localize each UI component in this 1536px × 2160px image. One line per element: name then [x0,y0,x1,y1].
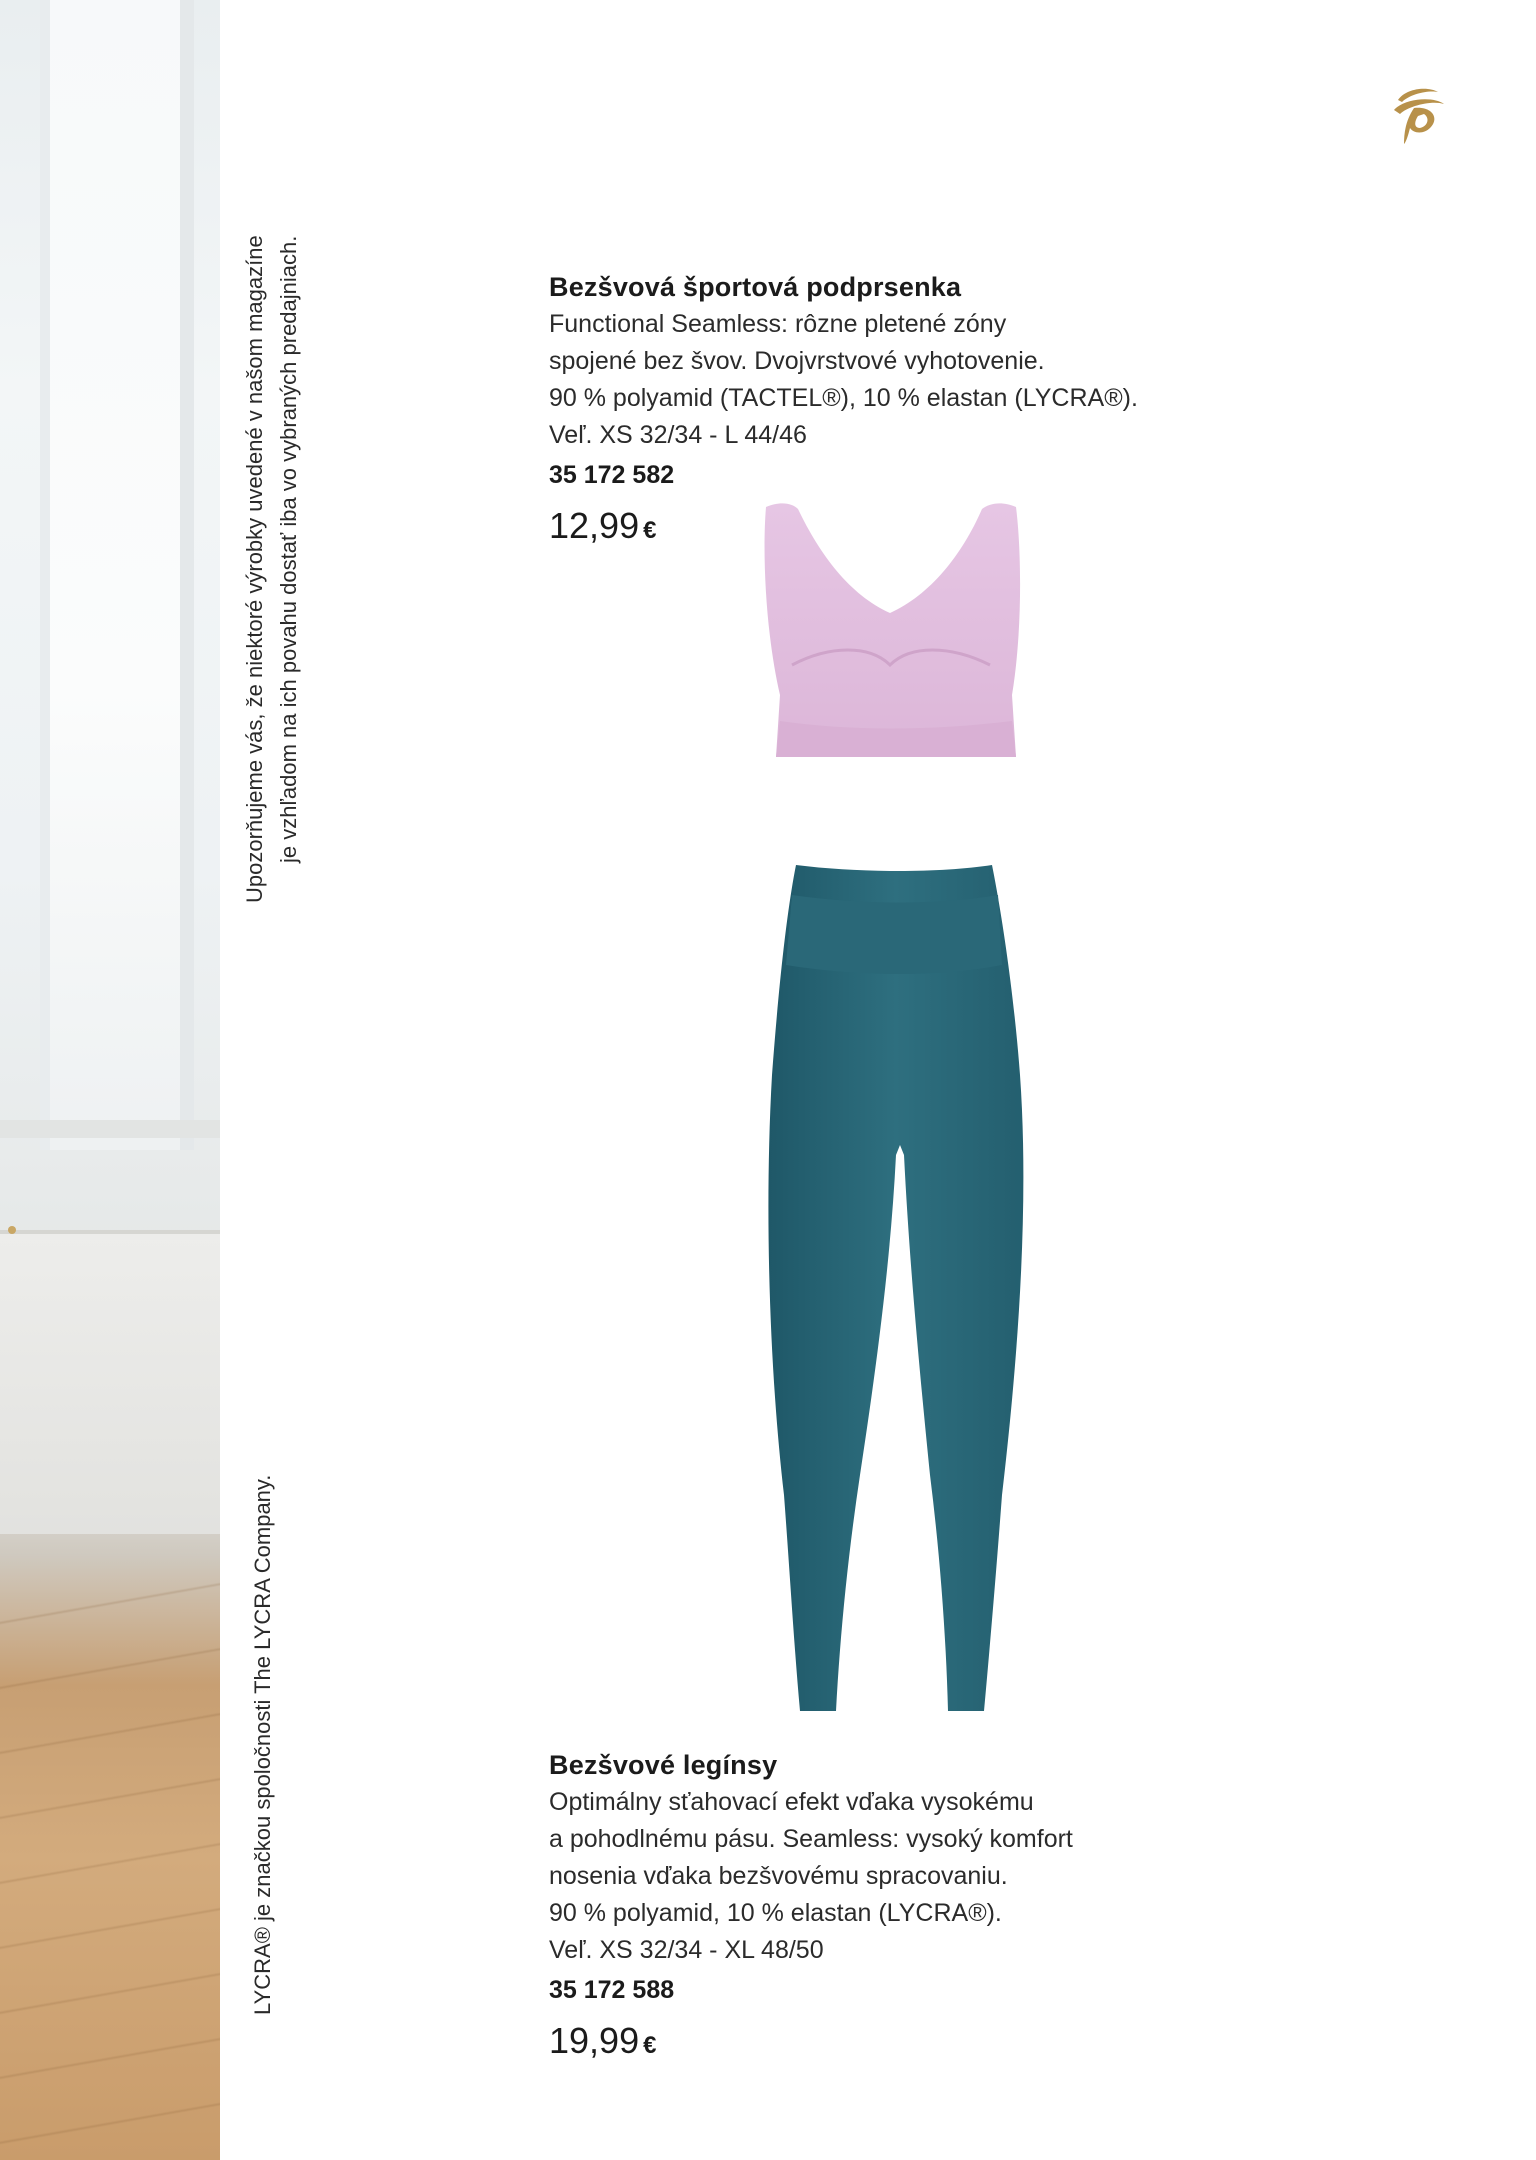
door-knob [8,1226,16,1234]
availability-notice [238,235,306,903]
wall-panel [0,1230,220,1534]
leggings-image [740,855,1060,1725]
product-desc-line: Veľ. XS 32/34 - L 44/46 [549,421,807,449]
lifestyle-photo-strip [0,0,220,2160]
tchibo-bean-logo-icon [1384,80,1452,148]
notice-line-1: Upozorňujeme vás, že niektoré výrobky uvedené v našom magazíne [242,235,267,903]
product-desc-line: Optimálny sťahovací efekt vďaka vysokému [549,1788,1034,1816]
sports-bra-image [700,495,1080,785]
notice-line-2: je vzhľadom na ich povahu dostať iba vo vybraných predajniach. [276,235,301,863]
product-desc-line: Functional Seamless: rôzne pletené zóny [549,310,1007,338]
product-desc-line: spojené bez švov. Dvojvrstvové vyhotovenie. [549,347,1045,375]
product-desc-line: Veľ. XS 32/34 - XL 48/50 [549,1936,824,1964]
product-name: Bezšvové legínsy [549,1750,778,1780]
window-frame [40,0,194,1150]
price-currency: € [643,2032,657,2059]
product-desc-line: 90 % polyamid, 10 % elastan (LYCRA®). [549,1899,1002,1927]
product-code: 35 172 582 [549,461,675,489]
price-value: 19,99 [549,2020,640,2061]
window-sill [0,1120,220,1138]
product-desc-line: 90 % polyamid (TACTEL®), 10 % elastan (LYCRA®). [549,384,1138,412]
product-leggings [549,1746,1229,2072]
product-name: Bezšvová športová podprsenka [549,272,962,302]
product-price [549,2015,1229,2072]
price-value: 12,99 [549,505,640,546]
product-desc-line: a pohodlnému pásu. Seamless: vysoký komfort [549,1825,1073,1853]
product-code: 35 172 588 [549,1976,675,2004]
product-desc-line: nosenia vďaka bezšvovému spracovaniu. [549,1862,1008,1890]
price-currency: € [643,517,657,544]
wooden-floor [0,1560,220,2160]
trademark-note: LYCRA® je značkou spoločnosti The LYCRA Company. [250,1474,275,2015]
